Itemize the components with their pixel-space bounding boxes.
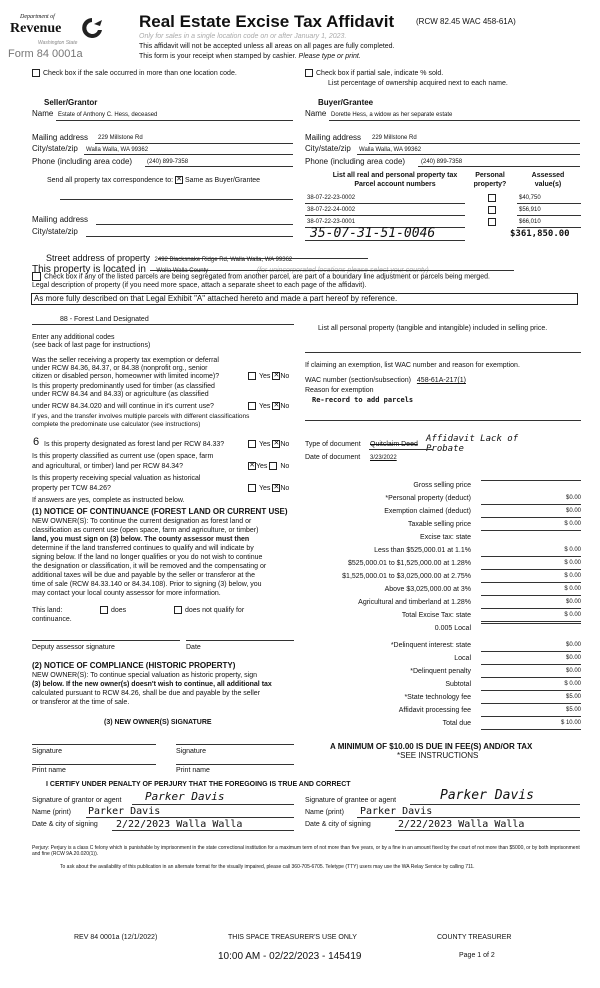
fee-value[interactable]: $0.00 <box>481 506 581 518</box>
grantor-signature[interactable]: Parker Davis <box>145 790 225 803</box>
fee-row <box>305 571 581 582</box>
buyer-mail[interactable]: 229 Millstone Rd <box>372 135 417 141</box>
notice2-line: calculated pursuant to RCW 84.26, shall be due and payable by the seller <box>32 690 261 697</box>
notice1-body <box>32 517 266 598</box>
grantor-name-label: Name (print) <box>32 809 71 816</box>
multi-location-check[interactable] <box>32 69 237 78</box>
doc-type-handwritten[interactable]: Affidavit Lack of Probate <box>426 434 519 454</box>
legal-description[interactable]: As more fully described on that Legal Exhibit "A" attached hereto and made a part hereof by reference. <box>31 293 578 305</box>
multi-location-checkbox[interactable] <box>32 69 40 77</box>
fee-value[interactable]: $ 0.00 <box>481 584 581 596</box>
fee-value[interactable]: $ 0.00 <box>481 558 581 570</box>
q5-answer <box>248 484 289 493</box>
fee-row <box>305 666 581 677</box>
fee-label: *Personal property (deduct) <box>385 495 471 502</box>
buyer-phone-label: Phone (including area code) <box>305 157 406 166</box>
fee-row <box>305 519 581 530</box>
fee-row <box>305 532 581 543</box>
seller-city[interactable]: Walla Walla, WA 99362 <box>86 147 149 153</box>
fee-label: Local <box>454 655 471 662</box>
q4-answer <box>248 462 289 471</box>
seller-phone-label: Phone (including area code) <box>32 157 133 166</box>
notice1-line: time of sale (RCW 84.33.140 or 84.34.108). Prior to signing (3) below, you <box>32 581 262 588</box>
buyer-name-label: Name <box>305 109 327 118</box>
fee-label: $1,525,000.01 to $3,025,000.00 at 2.75% <box>342 573 471 580</box>
seller-phone[interactable]: (240) 899-7358 <box>147 159 189 165</box>
grantee-date-label: Date & city of signing <box>305 821 371 828</box>
grantee-name-label: Name (print) <box>305 809 344 816</box>
q2-answer <box>248 402 289 411</box>
fee-value[interactable] <box>481 623 581 624</box>
buyer-mail-label: Mailing address <box>305 133 362 142</box>
exemption-question: If claiming an exemption, list WAC number and reason for exemption. <box>305 362 520 369</box>
q2-c: under RCW 84.34.020 and will continue in it's current use? <box>32 403 214 410</box>
land-does-not-label: does not qualify for <box>185 607 245 614</box>
corr-city-label: City/state/zip <box>32 227 78 236</box>
wac-number[interactable]: 458-61A-217(1) <box>416 377 466 384</box>
fee-value[interactable]: $ 0.00 <box>481 571 581 583</box>
fee-row <box>305 584 581 595</box>
notice2-body <box>32 671 272 707</box>
q2-d: If yes, and the transfer involves multiple parcels with different classifications <box>32 413 250 420</box>
legal-label: Legal description of property (if you need more space, attach a separate sheet to each page of the affidavit). <box>32 282 367 289</box>
fee-label: *State technology fee <box>404 694 471 701</box>
q5-no-checkbox[interactable]: ✕ <box>273 484 280 492</box>
partial-sale-sub: List percentage of ownership acquired next to each name. <box>328 80 508 87</box>
q3-num: 6 <box>33 436 40 448</box>
q3-no-checkbox[interactable]: ✕ <box>273 440 280 448</box>
form-rcw: (RCW 82.45 WAC 458-61A) <box>416 17 516 26</box>
street-label: Street address of property <box>46 253 151 263</box>
fee-label: *Delinquent interest: state <box>390 642 471 649</box>
land-does-checkbox[interactable] <box>100 606 108 614</box>
parcel-row[interactable] <box>305 205 581 216</box>
doc-type-label: Type of document <box>305 441 361 448</box>
perjury-notice: Perjury: Perjury is a class C felony which is punishable by imprisonment in the state correctional institution for a maximum term of not more than five years, or by a fine in an amount fixed by the court of not more than $5000, or by both imprisonment and fine (RCW 9A.20.020(1)). <box>32 845 580 857</box>
fee-value[interactable]: $ 0.00 <box>481 519 581 531</box>
land-does-not-checkbox[interactable] <box>174 606 182 614</box>
parcel-col3-a: Assessed <box>531 172 565 179</box>
fee-row <box>305 610 581 621</box>
q1-b: under RCW 84.36, 84.37, or 84.38 (nonprofit org., senior <box>32 365 208 372</box>
parcel-col3-b: value(s) <box>534 181 562 188</box>
fee-value[interactable]: $5.00 <box>481 692 581 704</box>
logo-state: Washington State <box>38 40 78 46</box>
grantor-date[interactable]: 2/22/2023 Walla Walla <box>116 819 243 830</box>
dor-logo <box>8 14 126 64</box>
q3-yes: Yes <box>259 441 271 448</box>
fee-value[interactable]: $0.00 <box>481 666 581 678</box>
q1-yes-checkbox[interactable] <box>248 372 256 380</box>
treasurer-stamp: 10:00 AM - 02/22/2023 - 145419 <box>218 951 362 962</box>
land-does-not <box>174 606 244 615</box>
parcel-col2 <box>470 171 510 189</box>
parcel-col1 <box>320 171 470 189</box>
codes-sub: (see back of last page for instructions) <box>32 342 151 349</box>
fee-row <box>305 692 581 703</box>
seller-name-label: Name <box>32 109 54 118</box>
seller-name[interactable]: Estate of Anthony C. Hess, deceased <box>58 112 158 118</box>
fee-label: Total Excise Tax: state <box>401 612 471 619</box>
fee-row <box>305 493 581 504</box>
fee-row <box>305 640 581 651</box>
page-number: Page 1 of 2 <box>459 952 495 959</box>
fee-row <box>305 545 581 556</box>
minimum-due: A MINIMUM OF $10.00 IS DUE IN FEE(S) AND/OR TAX <box>330 742 533 751</box>
assessed-value[interactable]: $66,010 <box>519 219 541 225</box>
correspondence-label: Send all property tax correspondence to: <box>47 177 174 184</box>
q3-no: No <box>280 441 290 448</box>
county-treasurer: COUNTY TREASURER <box>437 934 512 941</box>
owner-printname-label-2: Print name <box>176 767 210 774</box>
q1-no: No <box>280 373 290 380</box>
fee-label: $525,000.01 to $1,525,000.00 at 1.28% <box>348 560 471 567</box>
parcel-number[interactable]: 38-07-22-23-0002 <box>307 195 356 201</box>
header-line2-italic: Please type or print. <box>298 53 361 60</box>
q5-a: Is this property receiving special valuation as historical <box>32 475 201 482</box>
grantor-sig-label: Signature of grantor or agent <box>32 797 122 804</box>
q1-no-checkbox[interactable]: ✕ <box>273 372 280 380</box>
fee-row <box>305 506 581 517</box>
alt-format-notice: To ask about the availability of this publication in an alternate format for the visually impaired, please call 360-705-6705. Teletype (TTY) users may use the WA Relay Service by calling 711. <box>60 864 475 870</box>
notice2-line: NEW OWNER(S): To continue special valuation as historic property, sign <box>32 672 257 679</box>
fee-label: Subtotal <box>445 681 471 688</box>
q3-yes-checkbox[interactable] <box>248 440 256 448</box>
fee-value[interactable]: $0.00 <box>481 597 581 609</box>
q2-e: complete the predominate use calculator (see instructions) <box>32 421 201 428</box>
located-label: This property is located in <box>32 264 146 275</box>
q5-no: No <box>280 485 290 492</box>
q1-a: Was the seller receiving a property tax exemption or deferral <box>32 357 219 364</box>
deputy-signature-label: Deputy assessor signature <box>32 644 115 651</box>
fee-label: Less than $525,000.01 at 1.1% <box>374 547 471 554</box>
continuance-label: continuance. <box>32 616 72 623</box>
fee-value[interactable]: $ 0.00 <box>481 545 581 557</box>
fee-label: Total due <box>442 720 471 727</box>
form-title: Real Estate Excise Tax Affidavit <box>139 12 395 31</box>
seller-mail-label: Mailing address <box>32 133 89 142</box>
fee-row <box>305 718 581 729</box>
fee-label: Taxable selling price <box>407 521 471 528</box>
fee-label: Agricultural and timberland at 1.28% <box>358 599 471 606</box>
this-land-label: This land: <box>32 607 63 614</box>
q2-a: Is this property predominantly used for timber (as classified <box>32 383 215 390</box>
reason-text[interactable]: Re-record to add parcels <box>312 396 414 404</box>
q3: Is this property designated as forest land per RCW 84.33? <box>44 441 225 448</box>
seller-city-label: City/state/zip <box>32 144 78 153</box>
q2-b: under RCW 84.34 and 84.33) or agriculture (as classified <box>32 391 209 398</box>
grantee-date[interactable]: 2/22/2023 Walla Walla <box>398 819 525 830</box>
fee-value[interactable] <box>481 480 581 481</box>
seller-heading: Seller/Grantor <box>44 98 98 107</box>
fee-value[interactable]: $ 10.00 <box>481 718 581 730</box>
owner-printname-label: Print name <box>32 767 66 774</box>
grantee-name[interactable]: Parker Davis <box>360 806 433 817</box>
q5-yes-checkbox[interactable] <box>248 484 256 492</box>
deputy-date-label: Date <box>186 644 201 651</box>
same-as-buyer-label: Same as Buyer/Grantee <box>184 177 261 184</box>
fee-label: 0.005 Local <box>434 625 471 632</box>
personal-property-checkbox[interactable] <box>488 194 496 202</box>
q2-no-checkbox[interactable]: ✕ <box>273 402 280 410</box>
owner-signature-label: Signature <box>32 748 62 755</box>
fee-label: Affidavit processing fee <box>398 707 471 714</box>
notice2-line: or transferor at the time of sale. <box>32 699 130 706</box>
codes-label: Enter any additional codes <box>32 334 115 341</box>
see-instructions: *SEE INSTRUCTIONS <box>397 751 479 760</box>
buyer-city[interactable]: Walla Walla, WA 99362 <box>359 147 422 153</box>
q2-yes: Yes <box>259 403 271 410</box>
fee-value[interactable]: $ 0.00 <box>481 610 581 622</box>
corr-mail-label: Mailing address <box>32 215 89 224</box>
located-county[interactable]: Walla Walla County <box>156 268 209 274</box>
located-note: (for unincorporated locations please select your county) <box>256 267 429 274</box>
q1-c: citizen or disabled person, homeowner with limited income)? <box>32 373 220 380</box>
fee-value[interactable]: $ 0.00 <box>481 679 581 691</box>
wac-row <box>305 376 466 385</box>
q5-yes: Yes <box>259 485 271 492</box>
fee-row <box>305 653 581 664</box>
parcel-col1-a: List all real and personal property tax <box>332 172 458 179</box>
form-number: Form 84 0001a <box>8 48 83 60</box>
personal-property-checkbox[interactable] <box>488 206 496 214</box>
segregated-check[interactable] <box>32 272 490 281</box>
grantee-sig-label: Signature of grantee or agent <box>305 797 397 804</box>
fee-row <box>305 705 581 716</box>
fee-label: Gross selling price <box>413 482 471 489</box>
q4-no-checkbox[interactable] <box>269 462 277 470</box>
rev-number: REV 84 0001a (12/1/2022) <box>74 934 158 941</box>
q2-yes-checkbox[interactable] <box>248 402 256 410</box>
gray-note: Only for sales in a single location code on or after January 1, 2023. <box>139 33 347 40</box>
q3-answer <box>248 440 289 449</box>
buyer-heading: Buyer/Grantee <box>318 98 374 107</box>
personal-property-checkbox[interactable] <box>488 218 496 226</box>
notice1-line: classification as current use (open space, farm and agriculture, or timber) <box>32 527 259 534</box>
owner-signature-label-2: Signature <box>176 748 206 755</box>
q4-yes-checkbox[interactable]: ✕ <box>249 462 255 470</box>
land-does-label: does <box>111 607 127 614</box>
fee-label: Exemption claimed (deduct) <box>384 508 471 515</box>
seller-mail[interactable]: 229 Millstone Rd <box>98 135 143 141</box>
land-does <box>100 606 126 615</box>
parcel-number[interactable]: 38-07-22-23-0001 <box>307 219 356 225</box>
partial-sale-check[interactable] <box>305 69 443 78</box>
fee-row <box>305 597 581 608</box>
forest-code[interactable]: 88 - Forest Land Designated <box>60 316 149 323</box>
correspondence-row <box>47 176 260 185</box>
notice1-line: may contact your local county assessor for more information. <box>32 590 221 597</box>
notice2-heading: (2) NOTICE OF COMPLIANCE (HISTORIC PROPERTY) <box>32 661 236 670</box>
parcel-handwritten: 35-07-31-51-0046 <box>310 226 436 241</box>
header-line2 <box>139 52 361 61</box>
notice1-line: determine if the land transferred continues to qualify and will indicate by <box>32 545 254 552</box>
fee-value[interactable]: $0.00 <box>481 653 581 665</box>
fee-row <box>305 558 581 569</box>
q4-a: Is this property classified as current use (open space, farm <box>32 453 214 460</box>
notice1-heading: (1) NOTICE OF CONTINUANCE (FOREST LAND OR CURRENT USE) <box>32 507 288 516</box>
logo-swoosh-icon <box>78 16 106 45</box>
buyer-phone[interactable]: (240) 899-7358 <box>421 159 463 165</box>
notice1-line: the designation or classification, it will be removed and the compensating or <box>32 563 267 570</box>
q1-yes: Yes <box>259 373 271 380</box>
q1-answer <box>248 372 289 381</box>
parcel-total: $361,850.00 <box>510 229 570 239</box>
fee-row <box>305 623 581 634</box>
if-yes: If answers are yes, complete as instructed below. <box>32 497 185 504</box>
certify-heading: I CERTIFY UNDER PENALTY OF PERJURY THAT THE FOREGOING IS TRUE AND CORRECT <box>46 781 351 788</box>
q4-yes: Yes <box>256 463 268 470</box>
fee-label: *Delinquent penalty <box>410 668 471 675</box>
assessed-value[interactable]: $56,910 <box>519 207 541 213</box>
q4-no: No <box>280 463 290 470</box>
segregated-checkbox[interactable] <box>32 272 41 281</box>
notice1-line: additional taxes will be due and payable by the seller or transferor at the <box>32 572 255 579</box>
parcel-col2-b: property? <box>473 181 507 188</box>
partial-sale-checkbox[interactable] <box>305 69 313 77</box>
fee-label: Excise tax: state <box>420 534 471 541</box>
fee-label: Above $3,025,000.00 at 3% <box>384 586 471 593</box>
fee-row <box>305 679 581 690</box>
logo-dept: Department of <box>20 14 55 20</box>
grantor-name[interactable]: Parker Davis <box>88 806 161 817</box>
notice2-line: (3) below. If the new owner(s) doesn't wish to continue, all additional tax <box>32 681 272 688</box>
reason-label: Reason for exemption <box>305 387 374 394</box>
grantee-signature[interactable]: Parker Davis <box>440 788 534 803</box>
parcel-number[interactable]: 38-07-22-24-0002 <box>307 207 356 213</box>
header-line2-text: This form is your receipt when stamped by cashier. <box>139 53 297 60</box>
assessed-value[interactable]: $40,750 <box>519 195 541 201</box>
parcel-col3 <box>518 171 578 189</box>
parcel-col2-a: Personal <box>475 172 505 179</box>
wac-label: WAC number (section/subsection) <box>305 377 411 384</box>
notice3-heading: (3) NEW OWNER(S) SIGNATURE <box>104 719 212 726</box>
doc-date[interactable]: 3/23/2022 <box>370 455 397 461</box>
fee-value[interactable]: $5.00 <box>481 705 581 717</box>
treasurer-only: THIS SPACE TREASURER'S USE ONLY <box>228 934 357 941</box>
parcel-row[interactable] <box>305 193 581 204</box>
q5-b: property per TCW 84.26? <box>32 485 111 492</box>
doc-date-label: Date of document <box>305 454 361 461</box>
q4-b: and agricultural, or timber) land per RCW 84.34? <box>32 463 183 470</box>
fee-value[interactable]: $0.00 <box>481 640 581 652</box>
segregated-label: Check box if any of the listed parcels are being segregated from another parcel, are part of a boundary line adjustment or parcels being merged. <box>44 273 490 281</box>
notice1-line: NEW OWNER(S): To continue the current designation as forest land or <box>32 518 252 525</box>
fee-value[interactable]: $0.00 <box>481 493 581 505</box>
parcel-col1-b: Parcel account numbers <box>354 181 436 188</box>
logo-revenue: Revenue <box>10 21 62 36</box>
grantor-date-label: Date & city of signing <box>32 821 98 828</box>
partial-sale-label: Check box if partial sale, indicate % sold. <box>316 70 444 77</box>
buyer-city-label: City/state/zip <box>305 144 351 153</box>
multi-location-label: Check box if the sale occurred in more than one location code. <box>43 70 237 77</box>
buyer-name[interactable]: Dorette Hess, a widow as her separate estate <box>331 112 453 118</box>
fee-row <box>305 480 581 491</box>
header-line1: This affidavit will not be accepted unless all areas on all pages are fully completed. <box>139 43 395 50</box>
q2-no: No <box>280 403 290 410</box>
same-as-buyer-checkbox[interactable]: ✕ <box>176 176 182 184</box>
doc-type-struck: Quitclaim Deed <box>370 441 418 448</box>
personal-property-list: List all personal property (tangible and intangible) included in selling price. <box>318 325 548 332</box>
street-address[interactable]: 2492 Blacksnake Ridge Rd, Walla Walla, WA 99362 <box>154 257 293 263</box>
notice1-line: signing below. If the land no longer qualifies or you do not wish to continue <box>32 554 263 561</box>
notice1-line: land, you must sign on (3) below. The county assessor must then <box>32 536 250 543</box>
